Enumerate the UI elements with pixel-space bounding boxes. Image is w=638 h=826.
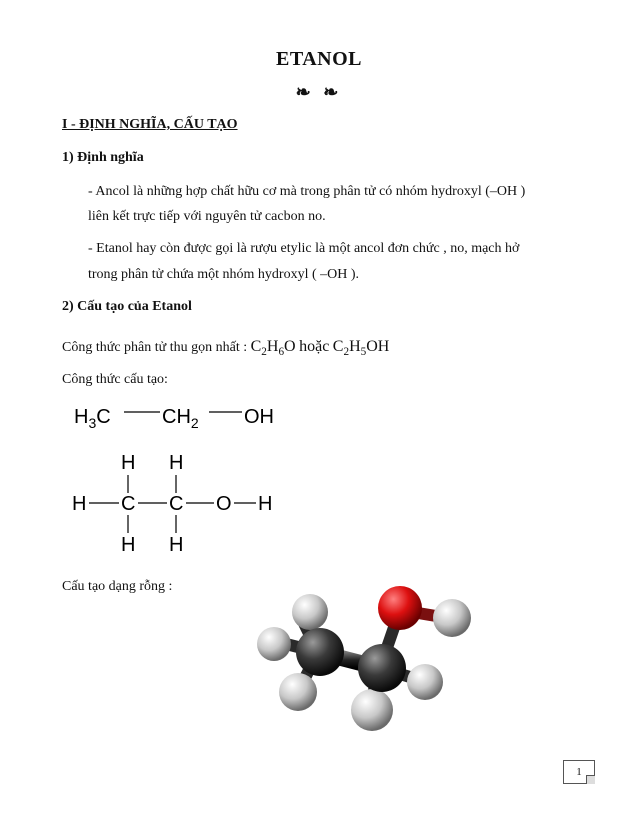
atom-h: H bbox=[121, 452, 136, 474]
definition-para1-line2: liên kết trực tiếp với nguyên tử cacbon no. bbox=[88, 209, 326, 224]
subheading-definition: 1) Định nghĩa bbox=[62, 150, 144, 165]
definition-para1-line1: - Ancol là những hợp chất hữu cơ mà trong phân tử có nhóm hydroxyl (–OH ) bbox=[88, 184, 526, 199]
page-title: ETANOL bbox=[276, 48, 362, 70]
atom-c: C bbox=[169, 493, 184, 515]
hydrogen-atom bbox=[279, 673, 317, 711]
condensed-ch2: $CH_2$ bbox=[162, 406, 199, 431]
carbon-atom bbox=[296, 628, 344, 676]
carbon-atom bbox=[358, 644, 406, 692]
definition-para2-line1: - Etanol hay còn được gọi là rượu etylic là một ancol đơn chức , no, mạch hở bbox=[88, 241, 520, 256]
hydrogen-atom bbox=[257, 627, 291, 661]
atom-h: H bbox=[72, 493, 87, 515]
hydrogen-atom bbox=[351, 689, 393, 731]
formula-label: Công thức phân tử thu gọn nhất : bbox=[62, 340, 248, 355]
formula-c2h5oh: $C_2H_5OH$ bbox=[332, 338, 390, 359]
atom-h: H bbox=[121, 534, 136, 556]
structural-formula-label: Công thức cấu tạo: bbox=[62, 372, 168, 387]
condensed-structure bbox=[62, 395, 274, 435]
oxygen-atom bbox=[378, 586, 422, 630]
atom-c: C bbox=[121, 493, 136, 515]
atom-h: H bbox=[169, 534, 184, 556]
atom-h: H bbox=[258, 493, 273, 515]
atom-h: H bbox=[169, 452, 184, 474]
hydrogen-atom bbox=[292, 594, 328, 630]
atom-o: O bbox=[216, 493, 232, 515]
page-number: 1 bbox=[563, 760, 595, 784]
full-structure bbox=[62, 445, 292, 560]
ball-and-stick-model bbox=[240, 580, 490, 770]
hydrogen-atom bbox=[407, 664, 443, 700]
subheading-structure: 2) Cấu tạo của Etanol bbox=[62, 299, 192, 314]
definition-para2-line2: trong phân tử chứa một nhóm hydroxyl ( –OH ). bbox=[88, 267, 360, 282]
hydrogen-atom bbox=[433, 599, 471, 637]
section-heading: I - ĐỊNH NGHĨA, CẤU TẠO bbox=[62, 117, 238, 132]
condensed-ch3: $H_3C$ bbox=[74, 406, 111, 431]
condensed-oh: OH bbox=[244, 406, 274, 428]
formula-or: hoặc bbox=[299, 338, 330, 355]
ballstick-label: Cấu tạo dạng rỗng : bbox=[62, 579, 173, 594]
title-ornament: ❧ ❧ bbox=[295, 82, 343, 102]
molecular-formula-line bbox=[62, 338, 389, 358]
formula-c2h6o: $C_2H_6O$ bbox=[250, 338, 296, 359]
